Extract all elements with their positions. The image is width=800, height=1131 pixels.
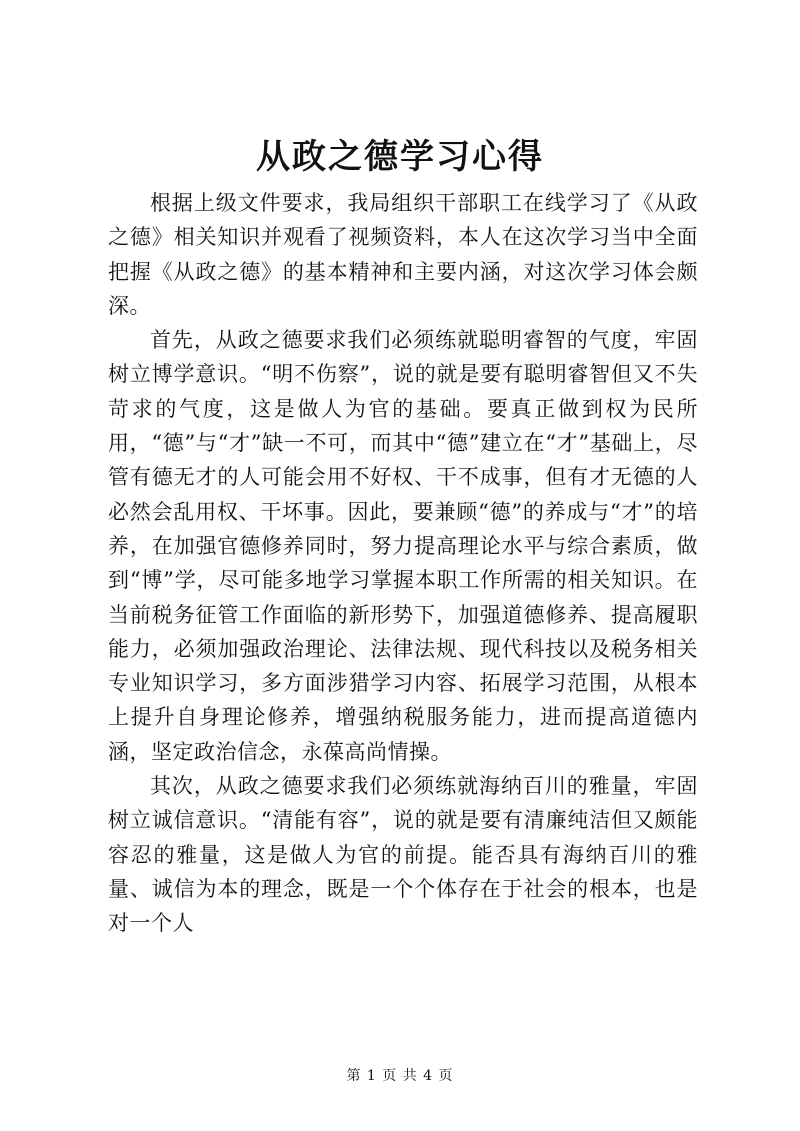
page-number-footer: 第 1 页 共 4 页: [346, 1068, 454, 1084]
paragraph-intro: 根据上级文件要求，我局组织干部职工在线学习了《从政之德》相关知识并观看了视频资料，本人在这次学习当中全面把握《从政之德》的基本精神和主要内涵，对这次学习体会颇深。: [108, 191, 698, 318]
document-body: [108, 186, 698, 941]
paragraph-second-point: 其次，从政之德要求我们必须练就海纳百川的雅量，牢固树立诚信意识。“清能有容”，说的就是要有清廉纯洁但又颇能容忍的雅量，这是做人为官的前提。能否具有海纳百川的雅量、诚信为本的理念，既是一个个体存在于社会的根本，也是对一个人: [108, 774, 698, 936]
document-title: 从政之德学习心得: [256, 137, 544, 177]
paragraph-first-point: 首先，从政之德要求我们必须练就聪明睿智的气度，牢固树立博学意识。“明不伤察”，说的就是要有聪明睿智但又不失苛求的气度，这是做人为官的基础。要真正做到权为民所用，“德”与“才”缺一不可，而其中“德”建立在“才”基础上，尽管有德无才的人可能会用不好权、干不成事，但有才无德的人必然会乱用权、干坏事。因此，要兼顾“德”的养成与“才”的培养，在加强官德修养同时，努力提高理论水平与综合素质，做到“博”学，尽可能多地学习掌握本职工作所需的相关知识。在当前税务征管工作面临的新形势下，加强道德修养、提高履职能力，必须加强政治理论、法律法规、现代科技以及税务相关专业知识学习，多方面涉猎学习内容、拓展学习范围，从根本上提升自身理论修养，增强纳税服务能力，进而提高道德内涵，坚定政治信念，永葆高尚情操。: [108, 328, 698, 764]
